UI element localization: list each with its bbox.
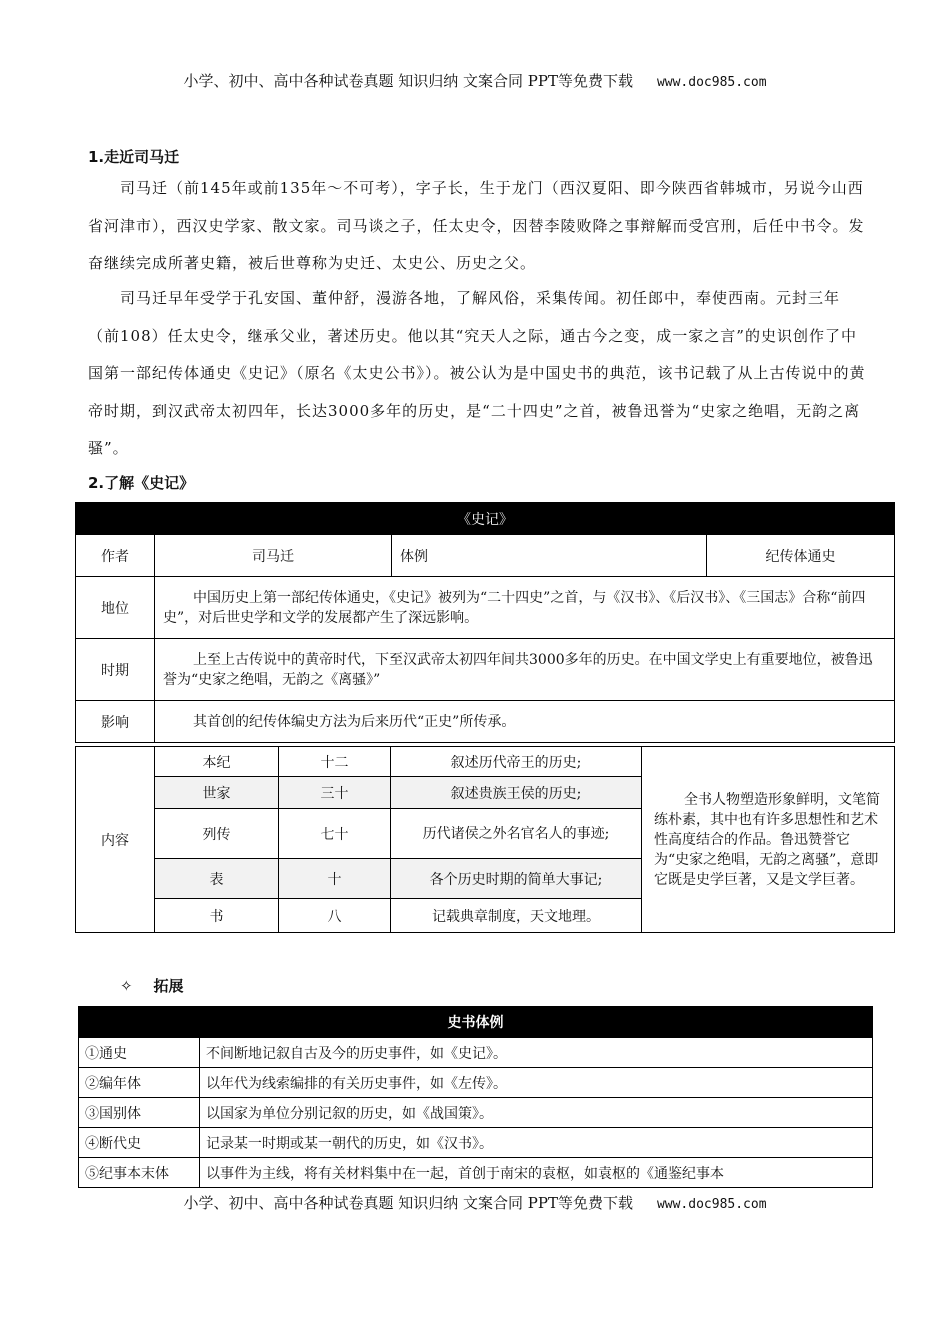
extension-title: 拓展 <box>153 977 184 995</box>
page-header <box>0 70 950 91</box>
sparkle-icon: ✧ <box>120 977 133 995</box>
content-desc: 历代诸侯之外名官名人的事迹; <box>391 809 642 859</box>
section1-para2: 司马迁早年受学于孔安国、董仲舒，漫游各地，了解风俗，采集传闻。初任郎中，奉使西南。元封三年（前108）任太史令，继承父业，著述历史。他以其“究天人之际，通古今之变，成一家之言”的史识创作了中国第一部纪传体通史《史记》（原名《太史公书》）。被公认为是中国史书的典范，该书记载了从上古传说中的黄帝时期，到汉武帝太初四年，长达3000多年的历史，是“二十四史”之首，被鲁迅誉为“史家之绝唱，无韵之离骚”。 <box>88 289 866 457</box>
author-label: 作者 <box>76 535 155 577</box>
page-footer <box>0 1192 950 1213</box>
header-text: 小学、初中、高中各种试卷真题 知识归纳 文案合同 PPT等免费下载 <box>183 72 633 90</box>
status-label: 地位 <box>76 577 155 639</box>
footer-text: 小学、初中、高中各种试卷真题 知识归纳 文案合同 PPT等免费下载 <box>183 1194 633 1212</box>
shiji-table <box>75 502 895 743</box>
period-value: 上至上古传说中的黄帝时代，下至汉武帝太初四年间共3000多年的历史。在中国文学史上有重要地位，被鲁迅誉为“史家之绝唱，无韵之《离骚》” <box>155 639 895 701</box>
history-styles-title: 史书体例 <box>79 1007 873 1038</box>
content-count: 十 <box>279 859 391 899</box>
content-desc: 记载典章制度，天文地理。 <box>391 899 642 933</box>
section1-title: 1.走近司马迁 <box>88 148 180 166</box>
influence-value: 其首创的纪传体编史方法为后来历代“正史”所传承。 <box>155 701 895 743</box>
style-term: ①通史 <box>79 1038 200 1068</box>
content-table <box>75 746 895 933</box>
content-count: 三十 <box>279 777 391 809</box>
style-desc: 以年代为线索编排的有关历史事件，如《左传》。 <box>200 1068 873 1098</box>
style-desc: 以国家为单位分别记叙的历史，如《战国策》。 <box>200 1098 873 1128</box>
content-name: 书 <box>155 899 279 933</box>
author-value: 司马迁 <box>155 535 392 577</box>
style-label: 体例 <box>392 535 707 577</box>
extension-heading <box>120 975 183 996</box>
style-desc: 以事件为主线，将有关材料集中在一起，首创于南宋的袁枢，如袁枢的《通鉴纪事本 <box>200 1158 873 1188</box>
content-count: 八 <box>279 899 391 933</box>
shiji-table-title: 《史记》 <box>76 503 895 535</box>
content-name: 本纪 <box>155 747 279 777</box>
section1-para1: 司马迁（前145年或前135年～不可考），字子长，生于龙门（西汉夏阳、即今陕西省韩城市，另说今山西省河津市），西汉史学家、散文家。司马谈之子，任太史令，因替李陵败降之事辩解而受宫刑，后任中书令。发奋继续完成所著史籍，被后世尊称为史迁、太史公、历史之父。 <box>88 179 865 272</box>
header-url[interactable]: www.doc985.com <box>656 75 767 90</box>
period-label: 时期 <box>76 639 155 701</box>
content-name: 世家 <box>155 777 279 809</box>
style-term: ④断代史 <box>79 1128 200 1158</box>
content-name: 列传 <box>155 809 279 859</box>
status-value: 中国历史上第一部纪传体通史，《史记》被列为“二十四史”之首，与《汉书》、《后汉书》、《三国志》合称“前四史”，对后世史学和文学的发展都产生了深远影响。 <box>155 577 895 639</box>
content-desc: 各个历史时期的简单大事记; <box>391 859 642 899</box>
style-term: ②编年体 <box>79 1068 200 1098</box>
style-desc: 记录某一时期或某一朝代的历史，如《汉书》。 <box>200 1128 873 1158</box>
content-count: 十二 <box>279 747 391 777</box>
style-desc: 不间断地记叙自古及今的历史事件，如《史记》。 <box>200 1038 873 1068</box>
influence-label: 影响 <box>76 701 155 743</box>
section2-title: 2.了解《史记》 <box>88 474 195 492</box>
style-value: 纪传体通史 <box>707 535 895 577</box>
content-desc: 叙述历代帝王的历史; <box>391 747 642 777</box>
style-term: ⑤纪事本末体 <box>79 1158 200 1188</box>
footer-url[interactable]: www.doc985.com <box>656 1197 767 1212</box>
content-name: 表 <box>155 859 279 899</box>
content-desc: 叙述贵族王侯的历史; <box>391 777 642 809</box>
content-note: 全书人物塑造形象鲜明，文笔简练朴素，其中也有许多思想性和艺术性高度结合的作品。鲁迅赞誉它为“史家之绝唱，无韵之离骚”，意即它既是史学巨著，又是文学巨著。 <box>642 747 895 933</box>
content-label: 内容 <box>76 747 155 933</box>
style-term: ③国别体 <box>79 1098 200 1128</box>
history-styles-table <box>78 1006 873 1188</box>
content-count: 七十 <box>279 809 391 859</box>
